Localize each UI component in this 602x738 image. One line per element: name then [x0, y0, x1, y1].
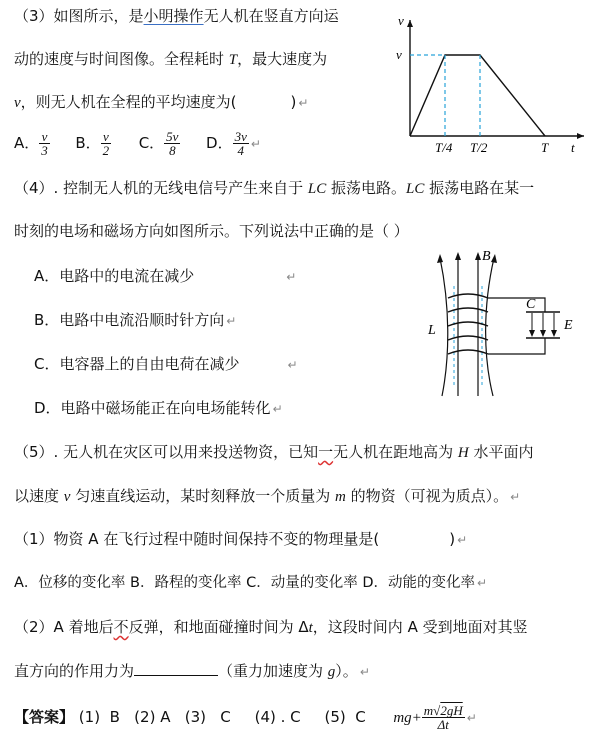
q5-line1: （5）. 无人机在灾区可以用来投送物资，已知一无人机在距地高为 H 水平面内 — [14, 443, 534, 461]
x-axis-arrow-icon — [577, 133, 584, 139]
q3-line2: 动的速度与时间图像。全程耗时 T，最大速度为 — [14, 50, 328, 68]
arrow-icon — [437, 254, 443, 263]
v-mark-label: v — [396, 47, 402, 62]
q3-options: A． $\frac{v}{3}$ B． $\frac{v}{2}$ C． $\frac{5v}{8}$ D． $\frac{3v}{4}$ ↵ — [14, 129, 261, 158]
q4-option-c[interactable]: C．电容器上的自由电荷在减少 ↵ — [34, 355, 298, 373]
label-E: E — [564, 318, 573, 333]
lc-circuit-figure — [420, 246, 580, 406]
q4-option-a[interactable]: A．电路中的电流在减少 ↵ — [34, 267, 297, 285]
velocity-line — [410, 55, 545, 136]
tick-t4: T/4 — [435, 140, 453, 155]
arrow-icon — [529, 330, 535, 337]
field-line-right — [486, 258, 494, 396]
velocity-time-graph — [392, 8, 592, 158]
q4-option-d[interactable]: D．电路中磁场能正在向电场能转化 ↵ — [34, 399, 283, 417]
label-B: B — [482, 249, 491, 264]
answer-line: 【答案】 (1) B (2) A (3) C (4) . C (5) C mg+ $\frac{m√2gH}{\Delta t}$ ↵ — [14, 703, 477, 732]
answer-blank[interactable] — [134, 661, 218, 676]
tick-t: T — [541, 140, 549, 155]
q4-line1: （4）. 控制无人机的无线电信号产生来自于 LC 振荡电路。LC 振荡电路在某一 — [14, 179, 535, 197]
arrow-icon — [551, 330, 557, 337]
answer-formula: $\frac{m√2gH}{\Delta t}$ — [423, 703, 463, 732]
q5-sub3: 直方向的作用力为 （重力加速度为 g）。 ↵ — [14, 662, 370, 680]
q3-option-a[interactable]: A． $\frac{v}{3}$ — [14, 129, 48, 158]
arrow-icon — [491, 254, 497, 263]
wire-bottom — [488, 338, 545, 354]
arrow-icon — [475, 252, 481, 260]
y-axis-arrow-icon — [407, 20, 413, 27]
q5-sub1-options[interactable]: A．位移的变化率 B．路程的变化率 C．动量的变化率 D．动能的变化率 ↵ — [14, 575, 488, 591]
label-L: L — [428, 323, 436, 338]
q4-line2: 时刻的电场和磁场方向如图所示。下列说法中正确的是（ ） — [14, 222, 409, 240]
wire-top — [488, 298, 545, 312]
x-axis-label: t — [571, 140, 575, 155]
field-line-left — [440, 258, 448, 396]
answer-items: (1) B (2) A (3) C (4) . C (5) C — [78, 708, 366, 726]
tick-t2: T/2 — [470, 140, 488, 155]
arrow-icon — [540, 330, 546, 337]
answer-label: 【答案】 — [14, 708, 75, 726]
arrow-icon — [455, 252, 461, 260]
q3-line1: （3）如图所示，是小明操作无人机在竖直方向运 — [14, 7, 339, 25]
q3-option-b[interactable]: B． $\frac{v}{2}$ — [75, 129, 110, 158]
q3-option-c[interactable]: C． $\frac{5v}{8}$ — [138, 129, 179, 158]
label-C: C — [526, 297, 536, 312]
q4-option-b[interactable]: B．电路中电流沿顺时针方向 ↵ — [34, 311, 237, 329]
q5-sub1: （1）物资 A 在飞行过程中随时间保持不变的物理量是( ) ↵ — [14, 530, 468, 548]
q3-line3: v，则无人机在全程的平均速度为( ) ↵ — [14, 93, 309, 111]
q3-option-d[interactable]: D． $\frac{3v}{4}$ — [206, 129, 247, 158]
formula-prefix: mg+ — [393, 710, 422, 726]
q5-line2: 以速度 v 匀速直线运动，某时刻释放一个质量为 m 的物资（可视为质点）。 ↵ — [14, 487, 521, 505]
y-axis-label: v — [398, 13, 404, 28]
q5-sub2: （2）A 着地后不反弹，和地面碰撞时间为 Δt，这段时间内 A 受到地面对其竖 — [14, 618, 528, 636]
